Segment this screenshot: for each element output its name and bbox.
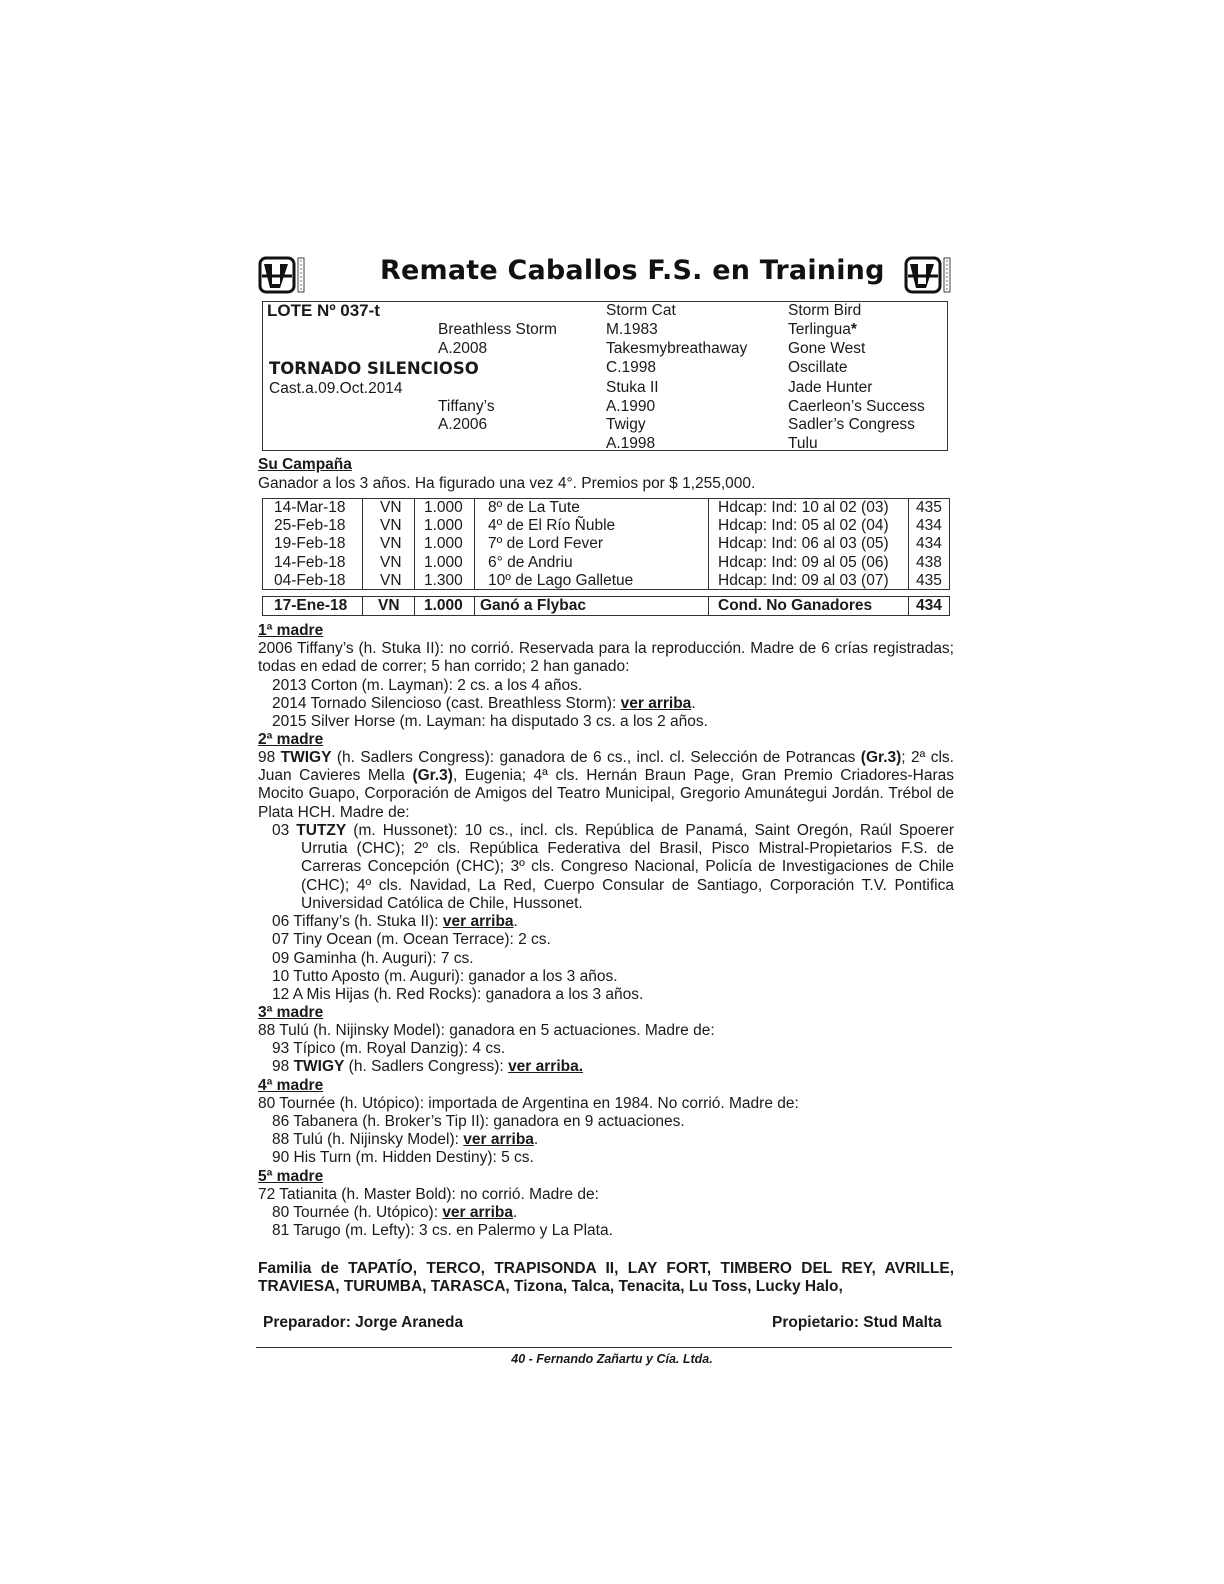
campaign-cell-dist: 1.000 — [424, 553, 463, 571]
campaign-cell-result: 7º de Lord Fever — [488, 535, 604, 553]
granddam-2: Twigy — [606, 416, 646, 433]
dam: Tiffany’s — [438, 398, 495, 415]
page-footer: 40 - Fernando Zañartu y Cía. Ltda. — [511, 1352, 713, 1366]
sire: Breathless Storm — [438, 321, 557, 338]
campaign-cell-result: 10º de Lago Galletue — [488, 571, 634, 589]
campaign-cell-dist: 1.000 — [424, 517, 463, 535]
campaign-cell-cond: Hdcap: Ind: 09 al 03 (07) — [718, 571, 889, 589]
familia: Familia de TAPATÍO, TERCO, TRAPISONDA II, LAY FORT, TIMBERO DEL REY, AVRILLE, TRAVIESA, TURUMBA, TARASCA, Tizona, Talca, Tenacita, Lu Toss, Lucky Halo, — [258, 1260, 954, 1296]
madre5-heading: 5ª madre — [258, 1168, 324, 1185]
grandsire-2-info: A.1990 — [606, 398, 656, 415]
win-track: VN — [378, 597, 400, 614]
ancestor-3: Gone West — [788, 340, 866, 357]
campaign-cell-result: 8º de La Tute — [488, 499, 580, 516]
ancestor-5: Jade Hunter — [788, 379, 873, 396]
madre3-heading: 3ª madre — [258, 1004, 324, 1021]
campaign-cell-result: 6° de Andriu — [488, 553, 573, 571]
sire-info: A.2008 — [438, 340, 488, 357]
propietario: Propietario: Stud Malta — [772, 1314, 942, 1331]
madre2-tutzy: 03 TUTZY (m. Hussonet): 10 cs., incl. cls. República de Panamá, Saint Oregón, Raúl Spoerer Urrutia (CHC); 2º cls. República Federativa del Brasil, Pisco Mistral-Propietarios F.S. de Carreras Concepción (CHC); 3º cls. Congreso Nacional, Policía de Investigaciones de Chile (CHC); 4º cls. Navidad, La Red, Cuerpo Consular de Santiago, Corporación T.V. Pontifica Universidad Católica de Chile, Hussonet. — [272, 822, 954, 912]
campaign-cell-date: 04-Feb-18 — [274, 571, 346, 589]
company-logo-right — [904, 254, 954, 294]
ancestor-2: Terlingua* — [788, 321, 857, 338]
ancestor-8: Tulu — [788, 435, 818, 452]
madre4-line2: 88 Tulú (h. Nijinsky Model): ver arriba. — [272, 1131, 539, 1148]
madre1-line2: 2014 Tornado Silencioso (cast. Breathless Storm): ver arriba. — [272, 695, 696, 712]
campaign-cell-w: 434 — [916, 517, 942, 535]
campaign-cell-date: 14-Feb-18 — [274, 553, 346, 571]
grandsire-1-info: M.1983 — [606, 321, 658, 338]
madre3-line2: 98 TWIGY (h. Sadlers Congress): ver arriba. — [272, 1058, 584, 1075]
campaign-cell-track: VN — [380, 535, 402, 553]
horse-name: TORNADO SILENCIOSO — [269, 359, 479, 378]
campaign-cell-date: 14-Mar-18 — [274, 499, 346, 516]
granddam-1: Takesmybreathaway — [606, 340, 748, 357]
madre2-line3: 09 Gaminha (h. Auguri): 7 cs. — [272, 950, 474, 967]
madre2-heading: 2ª madre — [258, 731, 324, 748]
win-dist: 1.000 — [424, 597, 463, 614]
dam-info: A.2006 — [438, 416, 488, 433]
madre2-line1: 06 Tiffany’s (h. Stuka II): ver arriba. — [272, 913, 518, 930]
madre1-line1: 2013 Corton (m. Layman): 2 cs. a los 4 años. — [272, 677, 583, 694]
campaign-cell-w: 435 — [916, 571, 942, 589]
madre2-line4: 10 Tutto Aposto (m. Auguri): ganador a los 3 años. — [272, 968, 618, 985]
madre4-line1: 86 Tabanera (h. Broker’s Tip II): ganadora en 9 actuaciones. — [272, 1113, 685, 1130]
campaign-heading: Su Campaña — [258, 456, 352, 473]
campaign-summary: Ganador a los 3 años. Ha figurado una vez 4°. Premios por $ 1,255,000. — [258, 475, 756, 492]
preparador: Preparador: Jorge Araneda — [263, 1314, 464, 1331]
win-weight: 434 — [916, 597, 942, 614]
madre1-heading: 1ª madre — [258, 622, 324, 639]
campaign-cell-cond: Hdcap: Ind: 06 al 03 (05) — [718, 535, 889, 553]
madre4-text: 80 Tournée (h. Utópico): importada de Argentina en 1984. No corrió. Madre de: — [258, 1095, 799, 1112]
madre2-text: 98 TWIGY (h. Sadlers Congress): ganadora de 6 cs., incl. cl. Selección de Potrancas (Gr.3); 2ª cls. Juan Cavieres Mella (Gr.3), Eugenia; 4ª cls. Hernán Braun Page, Gran Premio Criadores-Haras Mocito Guapo, Corporación de Amigos del Teatro Municipal, Gregorio Amunátegui Jordán. Trébol de Plata HCH. Madre de: — [258, 749, 954, 821]
campaign-cell-date: 19-Feb-18 — [274, 535, 346, 553]
horse-info: Cast.a.09.Oct.2014 — [269, 380, 403, 397]
madre4-heading: 4ª madre — [258, 1077, 324, 1094]
lote-number: LOTE Nº 037-t — [267, 301, 380, 320]
madre3-text: 88 Tulú (h. Nijinsky Model): ganadora en 5 actuaciones. Madre de: — [258, 1022, 715, 1039]
page-title: Remate Caballos F.S. en Training — [380, 255, 885, 286]
madre2-line2: 07 Tiny Ocean (m. Ocean Terrace): 2 cs. — [272, 931, 551, 948]
madre1-line3: 2015 Silver Horse (m. Layman: ha disputado 3 cs. a los 2 años. — [272, 713, 708, 730]
madre3-line1: 93 Típico (m. Royal Danzig): 4 cs. — [272, 1040, 506, 1057]
campaign-cell-track: VN — [380, 553, 402, 571]
grandsire-2: Stuka II — [606, 379, 659, 396]
madre2-line5: 12 A Mis Hijas (h. Red Rocks): ganadora a los 3 años. — [272, 986, 644, 1003]
win-cond: Cond. No Ganadores — [718, 597, 873, 614]
win-date: 17-Ene-18 — [274, 597, 348, 614]
campaign-cell-dist: 1.000 — [424, 499, 463, 516]
campaign-cell-track: VN — [380, 517, 402, 535]
campaign-cell-dist: 1.000 — [424, 535, 463, 553]
campaign-cell-cond: Hdcap: Ind: 10 al 02 (03) — [718, 499, 889, 516]
madre5-text: 72 Tatianita (h. Master Bold): no corrió. Madre de: — [258, 1186, 599, 1203]
footer-rule — [256, 1347, 952, 1348]
madre5-line1: 80 Tournée (h. Utópico): ver arriba. — [272, 1204, 518, 1221]
madre5-line2: 81 Tarugo (m. Lefty): 3 cs. en Palermo y La Plata. — [272, 1222, 613, 1239]
ancestor-6: Caerleon’s Success — [788, 398, 925, 415]
ancestor-7: Sadler’s Congress — [788, 416, 915, 433]
granddam-2-info: A.1998 — [606, 435, 656, 452]
campaign-cell-cond: Hdcap: Ind: 09 al 05 (06) — [718, 553, 889, 571]
madre4-line3: 90 His Turn (m. Hidden Destiny): 5 cs. — [272, 1149, 534, 1166]
campaign-cell-track: VN — [380, 499, 402, 516]
ancestor-1: Storm Bird — [788, 302, 862, 319]
campaign-cell-w: 434 — [916, 535, 942, 553]
ancestor-4: Oscillate — [788, 359, 848, 376]
campaign-cell-result: 4º de El Río Ñuble — [488, 517, 616, 535]
campaign-cell-dist: 1.300 — [424, 571, 463, 589]
campaign-cell-w: 438 — [916, 553, 942, 571]
campaign-cell-cond: Hdcap: Ind: 05 al 02 (04) — [718, 517, 889, 535]
company-logo-left — [258, 254, 308, 294]
granddam-1-info: C.1998 — [606, 359, 656, 376]
grandsire-1: Storm Cat — [606, 302, 676, 319]
win-result: Ganó a Flybac — [480, 597, 586, 614]
campaign-cell-date: 25-Feb-18 — [274, 517, 346, 535]
campaign-cell-track: VN — [380, 571, 402, 589]
madre1-text: 2006 Tiffany’s (h. Stuka II): no corrió. Reservada para la reproducción. Madre de 6 crías registradas; todas en edad de correr; 5 han corrido; 2 han ganado: — [258, 640, 954, 676]
campaign-cell-w: 435 — [916, 499, 942, 516]
